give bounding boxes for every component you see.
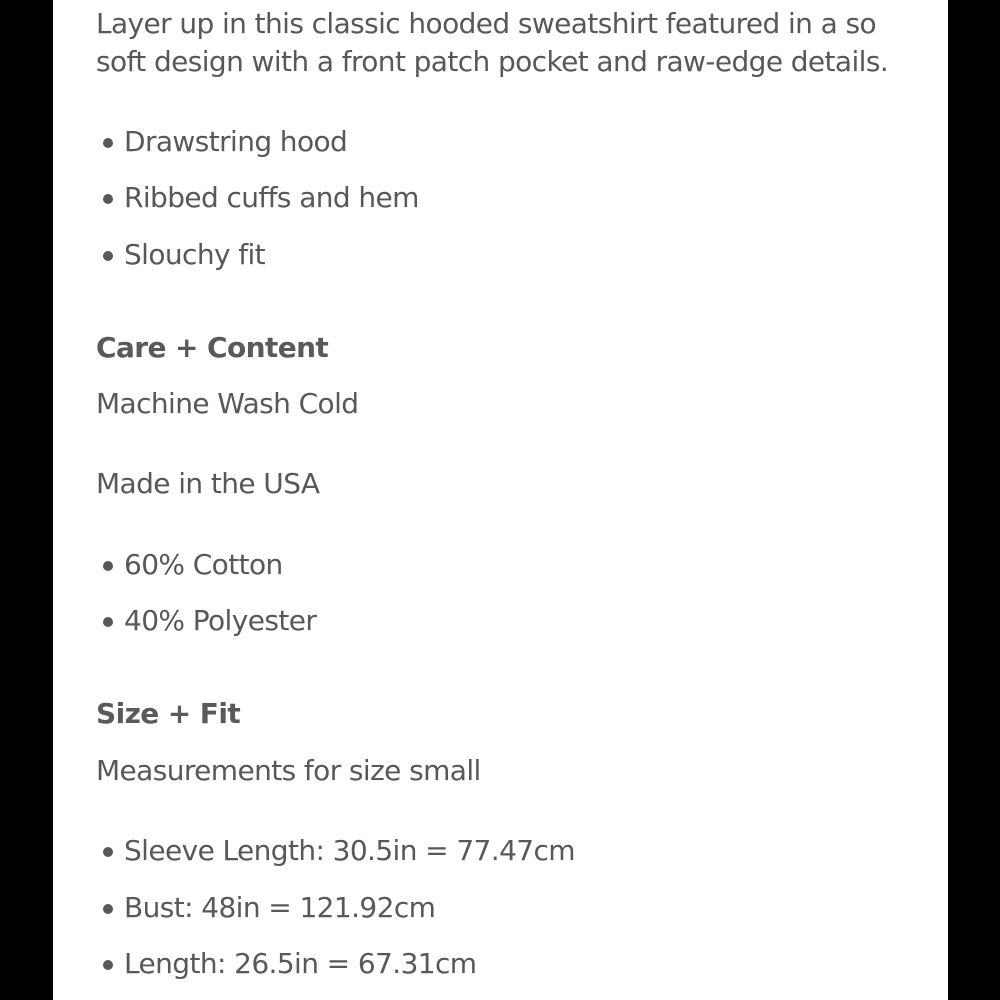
- description-line-1: Layer up in this classic hooded sweatshirt featured in a so: [96, 7, 876, 40]
- product-details-panel: [53, 0, 948, 1000]
- measurement-text: Bust: 48in = 121.92cm: [124, 891, 436, 924]
- size-fit-heading: Size + Fit: [96, 697, 241, 730]
- bullet-icon: [103, 138, 113, 148]
- description-line-2: soft design with a front patch pocket and raw-edge details.: [96, 45, 889, 78]
- bullet-icon: [103, 904, 113, 914]
- bullet-icon: [103, 617, 113, 627]
- material-text: 40% Polyester: [124, 604, 317, 637]
- bullet-icon: [103, 561, 113, 571]
- feature-text: Slouchy fit: [124, 238, 266, 271]
- measurement-text: Length: 26.5in = 67.31cm: [124, 947, 477, 980]
- bullet-icon: [103, 847, 113, 857]
- feature-text: Ribbed cuffs and hem: [124, 181, 419, 214]
- bullet-icon: [103, 960, 113, 970]
- feature-text: Drawstring hood: [124, 125, 348, 158]
- care-content-heading: Care + Content: [96, 331, 329, 364]
- bullet-icon: [103, 251, 113, 261]
- bullet-icon: [103, 194, 113, 204]
- size-note-text: Measurements for size small: [96, 754, 481, 787]
- material-text: 60% Cotton: [124, 548, 283, 581]
- care-wash-text: Machine Wash Cold: [96, 387, 359, 420]
- care-origin-text: Made in the USA: [96, 467, 320, 500]
- measurement-text: Sleeve Length: 30.5in = 77.47cm: [124, 834, 575, 867]
